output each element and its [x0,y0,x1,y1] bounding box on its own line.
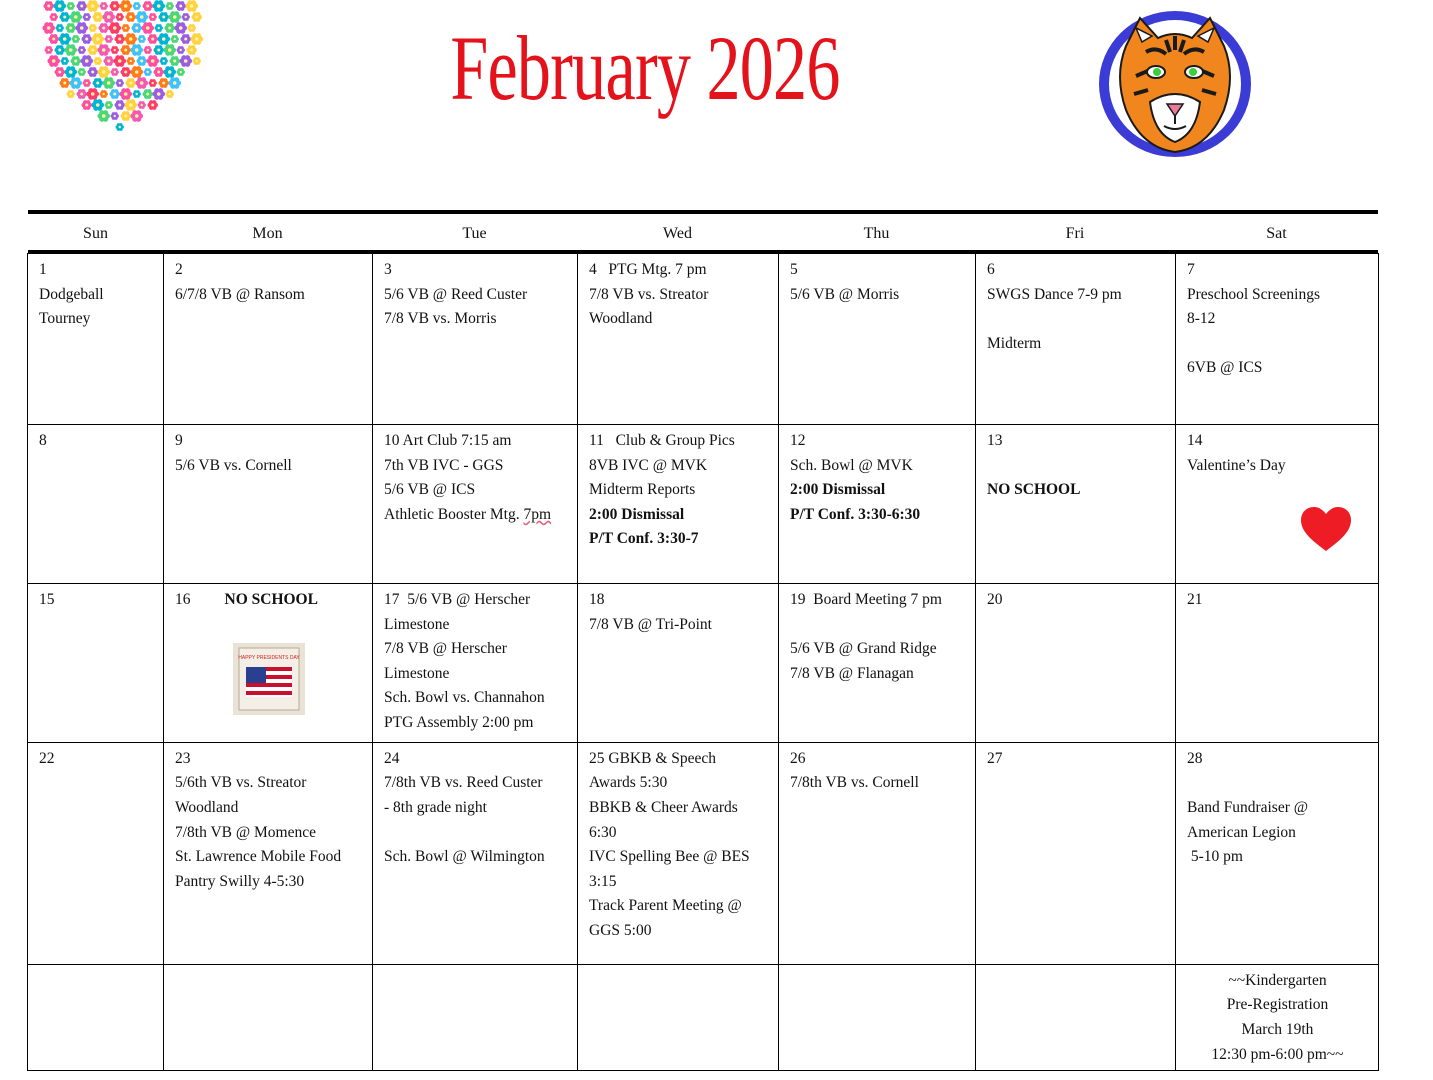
weekday-sun: Sun [83,225,108,242]
event-line: Awards 5:30 [589,774,668,792]
day-cell [779,254,976,425]
day-number: 1 [39,261,47,278]
day-number: 14 [1187,432,1203,449]
event-line: 5/6th VB vs. Streator [175,774,307,792]
day-cell [1176,584,1379,743]
event-line: Woodland [175,798,239,816]
weekday-fri: Fri [1065,225,1085,242]
event-line: Valentine’s Day [1187,456,1286,474]
event-line [987,454,1165,479]
day-number: 23 [175,749,191,767]
page-title: February 2026 [450,17,840,119]
day-cell [373,964,578,1070]
day-cell [373,584,578,743]
day-number: 28 [1187,749,1203,767]
event-line: St. Lawrence Mobile Food [175,848,342,866]
event-line: 6VB @ ICS [1187,359,1263,377]
event-line: Board Meeting 7 pm [813,591,942,608]
weekday-wed: Wed [663,225,692,242]
event-line: 8-12 [1187,310,1216,328]
day-number: 12 [790,432,806,449]
event-line: Athletic Booster Mtg. [384,505,524,523]
event-line: 7/8 VB @ Flanagan [790,664,914,682]
day-cell [28,254,164,425]
day-number: 25 [589,749,605,767]
day-cell [164,425,373,584]
day-cell [976,254,1176,425]
event-line: 5/6 VB vs. Cornell [175,456,292,474]
event-line: Sch. Bowl @ MVK [790,456,913,474]
event-line-bold: P/T Conf. 3:30-6:30 [790,505,921,523]
day-number: 8 [39,432,47,449]
event-line: Midterm [987,334,1042,352]
weekday-header [28,214,1378,252]
event-line: Sch. Bowl vs. Channahon [384,689,545,707]
week-row [28,742,1379,964]
day-number: 4 [589,261,597,278]
event-line-bold: P/T Conf. 3:30-7 [589,530,699,548]
event-time: 7pm [523,505,552,523]
event-line: 7/8 VB vs. Streator [589,285,709,303]
day-number: 20 [987,591,1003,608]
event-line: 7th VB IVC - GGS [384,456,504,474]
day-number: 27 [987,749,1003,767]
event-line: Tourney [39,310,91,328]
note-line: 12:30 pm-6:00 pm~~ [1211,1045,1344,1063]
day-number: 22 [39,749,55,767]
day-cell [28,584,164,743]
event-line: SWGS Dance 7-9 pm [987,285,1122,303]
event-line: 5/6 VB @ Herscher [407,591,531,608]
day-cell [1176,425,1379,584]
event-line: 6:30 [589,823,617,841]
week-row [28,964,1379,1070]
weekday-tue: Tue [462,225,487,242]
heart-icon [1300,507,1352,553]
event-line-bold: 2:00 Dismissal [790,481,886,499]
event-line: 7/8th VB vs. Reed Custer [384,774,543,792]
day-number: 13 [987,432,1003,449]
day-number: 15 [39,591,55,608]
week-row [28,584,1379,743]
event-line: Woodland [589,310,653,328]
day-cell [373,254,578,425]
day-cell [28,425,164,584]
event-line: PTG Mtg. 7 pm [608,261,707,278]
day-cell [578,425,779,584]
event-line [1187,332,1368,357]
event-line: IVC Spelling Bee @ BES [589,848,750,866]
event-line: Limestone [384,615,450,633]
note-line: ~~Kindergarten [1228,971,1327,989]
day-number: 5 [790,261,798,278]
event-line-bold: 2:00 Dismissal [589,505,685,523]
day-cell [578,254,779,425]
event-line: GBKB & Speech [608,749,717,767]
event-line [987,307,1165,332]
day-number: 6 [987,261,995,278]
day-cell [976,425,1176,584]
event-line: 8VB IVC @ MVK [589,456,708,474]
day-number: 17 [384,591,400,608]
day-number: 19 [790,591,806,608]
event-line: American Legion [1187,823,1296,841]
event-line: 3:15 [589,872,617,890]
kindergarten-note [1176,964,1379,1070]
weekday-thu: Thu [863,225,890,242]
event-line: 6/7/8 VB @ Ransom [175,285,305,303]
week-row [28,425,1379,584]
event-line [1187,771,1368,796]
day-cell [1176,742,1379,964]
event-line: Band Fundraiser @ [1187,798,1309,816]
day-cell [779,425,976,584]
day-cell [28,964,164,1070]
day-number: 26 [790,749,806,767]
day-number: 7 [1187,261,1195,278]
day-cell [976,964,1176,1070]
day-cell [779,964,976,1070]
event-line: 5/6 VB @ Reed Custer [384,285,528,303]
weekday-sat: Sat [1266,225,1287,242]
day-cell [28,742,164,964]
day-number: 16 [175,591,191,608]
note-line: Pre-Registration [1226,996,1329,1014]
day-cell [976,584,1176,743]
event-line: 5/6 VB @ Morris [790,285,900,303]
day-cell [164,742,373,964]
event-line: - 8th grade night [384,798,487,816]
day-cell [164,964,373,1070]
day-cell [1176,254,1379,425]
event-line: Sch. Bowl @ Wilmington [384,848,545,866]
event-line: Art Club 7:15 am [402,432,512,449]
event-line: BBKB & Cheer Awards [589,798,738,816]
day-number: 3 [384,261,392,278]
day-number: 2 [175,261,183,278]
event-line: Dodgeball [39,285,104,303]
day-number: 18 [589,591,605,608]
day-number: 9 [175,432,183,449]
day-number: 24 [384,749,400,767]
event-line: Limestone [384,664,450,682]
tiger-mascot-icon [1096,6,1254,158]
svg-text:HAPPY PRESIDENTS DAY: HAPPY PRESIDENTS DAY [238,655,300,662]
calendar-grid [27,253,1379,1071]
day-cell [976,742,1176,964]
day-cell [578,964,779,1070]
event-line [790,613,965,638]
event-line: 7/8th VB @ Momence [175,823,316,841]
day-cell [164,254,373,425]
day-cell [779,584,976,743]
event-line: GGS 5:00 [589,921,652,939]
event-line: 7/8th VB vs. Cornell [790,774,919,792]
event-line: 7/8 VB @ Herscher [384,640,507,658]
day-cell [373,742,578,964]
event-line: 5/6 VB @ ICS [384,481,476,499]
event-line: Club & Group Pics [615,432,735,449]
event-line: Midterm Reports [589,481,696,499]
event-line: 7/8 VB @ Tri-Point [589,615,712,633]
event-line: Pantry Swilly 4-5:30 [175,872,305,890]
event-line: 5-10 pm [1187,848,1243,866]
day-cell [578,742,779,964]
event-line: Track Parent Meeting @ [589,897,742,915]
event-line-bold: NO SCHOOL [987,481,1081,499]
event-line: PTG Assembly 2:00 pm [384,713,534,731]
event-line: 5/6 VB @ Grand Ridge [790,640,937,658]
event-line [384,821,567,846]
day-number: 21 [1187,591,1203,608]
day-number: 10 [384,432,400,449]
day-cell [164,584,373,743]
day-cell [373,425,578,584]
day-cell [779,742,976,964]
event-line-bold: NO SCHOOL [224,591,318,608]
note-line: March 19th [1241,1020,1314,1038]
day-number: 11 [589,432,604,449]
presidents-day-flag-icon [233,643,305,715]
event-line: 7/8 VB vs. Morris [384,310,497,328]
day-cell [578,584,779,743]
event-line: Preschool Screenings [1187,285,1321,303]
weekday-mon: Mon [252,225,283,242]
week-row [28,254,1379,425]
